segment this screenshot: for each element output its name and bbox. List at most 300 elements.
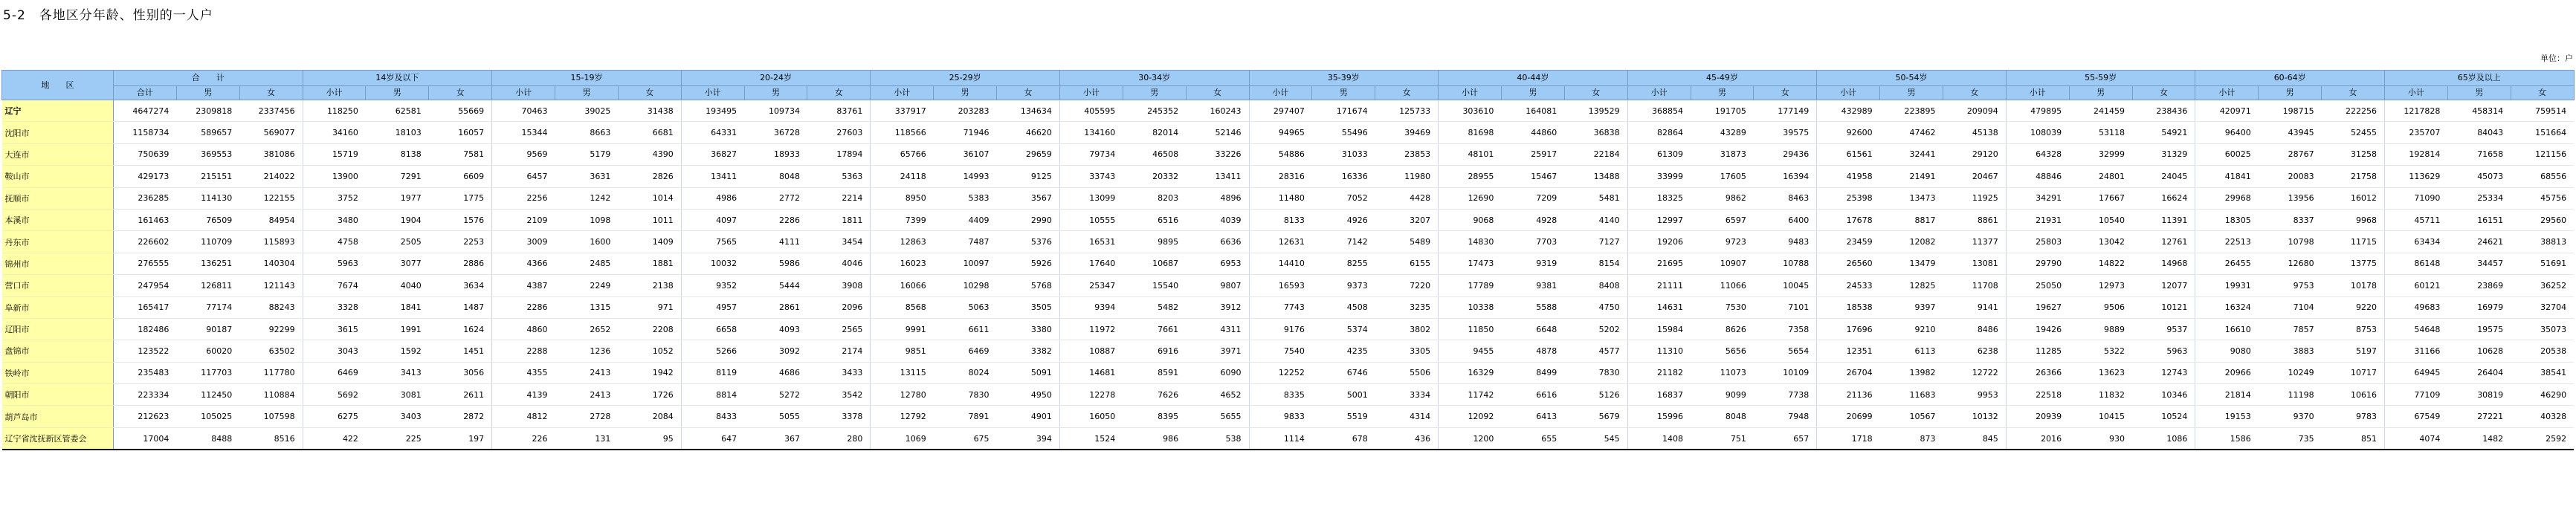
value-cell: 11066 [1691, 275, 1754, 296]
value-cell: 12825 [1880, 275, 1943, 296]
value-cell: 10887 [1059, 340, 1123, 362]
value-cell: 2256 [492, 187, 555, 209]
sub-column-header: 女 [807, 86, 871, 100]
value-cell: 1942 [618, 362, 681, 383]
value-cell: 3207 [1375, 209, 1439, 230]
value-cell: 161463 [114, 209, 177, 230]
value-cell: 759514 [2511, 100, 2574, 122]
value-cell: 12252 [1249, 362, 1312, 383]
table-row [2, 427, 2575, 450]
value-cell: 223895 [1880, 100, 1943, 122]
value-cell: 538 [1186, 427, 1249, 450]
value-cell: 29436 [1754, 143, 1817, 165]
value-cell: 12997 [1627, 209, 1691, 230]
value-cell: 1014 [618, 187, 681, 209]
value-cell: 1236 [555, 340, 619, 362]
value-cell: 11832 [2069, 384, 2132, 406]
value-cell: 6090 [1186, 362, 1249, 383]
value-cell: 1881 [618, 253, 681, 274]
value-cell: 117780 [239, 362, 303, 383]
value-cell: 1586 [2195, 427, 2259, 450]
region-cell: 朝阳市 [2, 384, 114, 406]
sub-column-header: 男 [176, 86, 239, 100]
value-cell: 76509 [176, 209, 239, 230]
value-cell: 3403 [366, 406, 429, 427]
value-cell: 29560 [2511, 209, 2574, 230]
value-cell: 9455 [1439, 340, 1502, 362]
value-cell: 11972 [1059, 318, 1123, 340]
sub-column-header: 小计 [871, 86, 934, 100]
value-cell: 5963 [2132, 340, 2195, 362]
region-cell: 辽宁 [2, 100, 114, 122]
value-cell: 5363 [807, 166, 871, 187]
value-cell: 52146 [1186, 122, 1249, 143]
value-cell: 9506 [2069, 296, 2132, 318]
value-cell: 8817 [1880, 209, 1943, 230]
value-cell: 23459 [1817, 231, 1880, 253]
value-cell: 225 [366, 427, 429, 450]
value-cell: 3454 [807, 231, 871, 253]
value-cell: 22513 [2195, 231, 2259, 253]
value-cell: 48101 [1439, 143, 1502, 165]
value-cell: 77109 [2384, 384, 2447, 406]
value-cell: 64945 [2384, 362, 2447, 383]
value-cell: 5655 [1186, 406, 1249, 427]
value-cell: 71658 [2447, 143, 2511, 165]
value-cell: 46508 [1123, 143, 1186, 165]
value-cell: 16531 [1059, 231, 1123, 253]
value-cell: 6457 [492, 166, 555, 187]
value-cell: 7127 [1564, 231, 1627, 253]
value-cell: 678 [1312, 427, 1375, 450]
value-cell: 77174 [176, 296, 239, 318]
value-cell: 1600 [555, 231, 619, 253]
value-cell: 8568 [871, 296, 934, 318]
value-cell: 8753 [2322, 318, 2385, 340]
value-cell: 12743 [2132, 362, 2195, 383]
value-cell: 1487 [429, 296, 492, 318]
sub-header-row [2, 86, 2575, 100]
value-cell: 1482 [2447, 427, 2511, 450]
value-cell: 1451 [429, 340, 492, 362]
value-cell: 67549 [2384, 406, 2447, 427]
value-cell: 16151 [2447, 209, 2511, 230]
sub-column-header: 小计 [492, 86, 555, 100]
value-cell: 9125 [997, 166, 1060, 187]
value-cell: 5489 [1375, 231, 1439, 253]
table-row [2, 296, 2575, 318]
value-cell: 61309 [1627, 143, 1691, 165]
value-cell: 70463 [492, 100, 555, 122]
value-cell: 86148 [2384, 253, 2447, 274]
value-cell: 40328 [2511, 406, 2574, 427]
value-cell: 16336 [1312, 166, 1375, 187]
value-cell: 17473 [1439, 253, 1502, 274]
value-cell: 223334 [114, 384, 177, 406]
table-row [2, 253, 2575, 274]
value-cell: 3092 [744, 340, 807, 362]
value-cell: 38541 [2511, 362, 2574, 383]
value-cell: 7209 [1501, 187, 1564, 209]
value-cell: 3378 [807, 406, 871, 427]
value-cell: 68556 [2511, 166, 2574, 187]
value-cell: 11980 [1375, 166, 1439, 187]
value-cell: 1052 [618, 340, 681, 362]
value-cell: 17667 [2069, 187, 2132, 209]
value-cell: 8591 [1123, 362, 1186, 383]
value-cell: 4311 [1186, 318, 1249, 340]
value-cell: 3305 [1375, 340, 1439, 362]
value-cell: 198715 [2259, 100, 2322, 122]
value-cell: 3328 [303, 296, 366, 318]
value-cell: 8488 [176, 427, 239, 450]
value-cell: 32704 [2511, 296, 2574, 318]
value-cell: 3413 [366, 362, 429, 383]
value-cell: 4074 [2384, 427, 2447, 450]
value-cell: 9099 [1691, 384, 1754, 406]
value-cell: 165417 [114, 296, 177, 318]
table-row [2, 384, 2575, 406]
value-cell: 1977 [366, 187, 429, 209]
value-cell: 15540 [1123, 275, 1186, 296]
value-cell: 1217828 [2384, 100, 2447, 122]
sub-column-header: 女 [1754, 86, 1817, 100]
value-cell: 94965 [1249, 122, 1312, 143]
value-cell: 20332 [1123, 166, 1186, 187]
value-cell: 18325 [1627, 187, 1691, 209]
value-cell: 4111 [744, 231, 807, 253]
value-cell: 11198 [2259, 384, 2322, 406]
value-cell: 22518 [2006, 384, 2069, 406]
value-cell: 3380 [997, 318, 1060, 340]
value-cell: 5126 [1564, 384, 1627, 406]
value-cell: 4428 [1375, 187, 1439, 209]
value-cell: 13956 [2259, 187, 2322, 209]
value-cell: 15719 [303, 143, 366, 165]
region-cell: 铁岭市 [2, 362, 114, 383]
value-cell: 1408 [1627, 427, 1691, 450]
value-cell: 9394 [1059, 296, 1123, 318]
value-cell: 13473 [1880, 187, 1943, 209]
value-cell: 751 [1691, 427, 1754, 450]
value-cell: 2174 [807, 340, 871, 362]
value-cell: 2109 [492, 209, 555, 230]
value-cell: 18305 [2195, 209, 2259, 230]
value-cell: 4235 [1312, 340, 1375, 362]
value-cell: 10109 [1754, 362, 1817, 383]
value-cell: 276555 [114, 253, 177, 274]
value-cell: 4390 [618, 143, 681, 165]
value-cell: 6469 [303, 362, 366, 383]
value-cell: 8119 [681, 362, 744, 383]
value-cell: 4750 [1564, 296, 1627, 318]
value-cell: 8861 [1943, 209, 2006, 230]
value-cell: 12722 [1943, 362, 2006, 383]
value-cell: 381086 [239, 143, 303, 165]
value-cell: 4896 [1186, 187, 1249, 209]
table-row [2, 100, 2575, 122]
value-cell: 16050 [1059, 406, 1123, 427]
value-cell: 2096 [807, 296, 871, 318]
value-cell: 118566 [871, 122, 934, 143]
value-cell: 13115 [871, 362, 934, 383]
value-cell: 10628 [2447, 340, 2511, 362]
value-cell: 45711 [2384, 209, 2447, 230]
age-group-header: 40-44岁 [1439, 71, 1628, 86]
value-cell: 52455 [2322, 122, 2385, 143]
value-cell: 6658 [681, 318, 744, 340]
value-cell: 20966 [2195, 362, 2259, 383]
value-cell: 22184 [1564, 143, 1627, 165]
value-cell: 8048 [744, 166, 807, 187]
value-cell: 92600 [1817, 122, 1880, 143]
value-cell: 39469 [1375, 122, 1439, 143]
value-cell: 3505 [997, 296, 1060, 318]
value-cell: 1086 [2132, 427, 2195, 450]
value-cell: 15344 [492, 122, 555, 143]
value-cell: 10788 [1754, 253, 1817, 274]
value-cell: 5654 [1754, 340, 1817, 362]
value-cell: 8203 [1123, 187, 1186, 209]
value-cell: 36838 [1564, 122, 1627, 143]
value-cell: 14993 [934, 166, 997, 187]
value-cell: 10524 [2132, 406, 2195, 427]
value-cell: 9210 [1880, 318, 1943, 340]
value-cell: 2413 [555, 362, 619, 383]
value-cell: 11285 [2006, 340, 2069, 362]
value-cell: 8048 [1691, 406, 1754, 427]
value-cell: 5986 [744, 253, 807, 274]
value-cell: 7052 [1312, 187, 1375, 209]
value-cell: 10540 [2069, 209, 2132, 230]
value-cell: 245352 [1123, 100, 1186, 122]
value-cell: 35073 [2511, 318, 2574, 340]
value-cell: 54886 [1249, 143, 1312, 165]
value-cell: 1592 [366, 340, 429, 362]
value-cell: 280 [807, 427, 871, 450]
value-cell: 9783 [2322, 406, 2385, 427]
value-cell: 750639 [114, 143, 177, 165]
value-cell: 12077 [2132, 275, 2195, 296]
value-cell: 25334 [2447, 187, 2511, 209]
value-cell: 1409 [618, 231, 681, 253]
value-cell: 8138 [366, 143, 429, 165]
value-cell: 247954 [114, 275, 177, 296]
value-cell: 4957 [681, 296, 744, 318]
value-cell: 2872 [429, 406, 492, 427]
value-cell: 1242 [555, 187, 619, 209]
value-cell: 8024 [934, 362, 997, 383]
value-cell: 7626 [1123, 384, 1186, 406]
value-cell: 11708 [1943, 275, 2006, 296]
value-cell: 3382 [997, 340, 1060, 362]
sub-column-header: 男 [1691, 86, 1754, 100]
value-cell: 6469 [934, 340, 997, 362]
value-cell: 2485 [555, 253, 619, 274]
value-cell: 18933 [744, 143, 807, 165]
value-cell: 222256 [2322, 100, 2385, 122]
value-cell: 2990 [997, 209, 1060, 230]
value-cell: 36252 [2511, 275, 2574, 296]
value-cell: 31438 [618, 100, 681, 122]
value-cell: 9373 [1312, 275, 1375, 296]
value-cell: 14822 [2069, 253, 2132, 274]
age-group-header: 45-49岁 [1627, 71, 1817, 86]
value-cell: 9370 [2259, 406, 2322, 427]
value-cell: 436 [1375, 427, 1439, 450]
value-cell: 4577 [1564, 340, 1627, 362]
value-cell: 26404 [2447, 362, 2511, 383]
value-cell: 2084 [618, 406, 681, 427]
value-cell: 5679 [1564, 406, 1627, 427]
value-cell: 96400 [2195, 122, 2259, 143]
table-row [2, 275, 2575, 296]
value-cell: 12631 [1249, 231, 1312, 253]
value-cell: 39025 [555, 100, 619, 122]
value-cell: 12092 [1439, 406, 1502, 427]
table-row [2, 143, 2575, 165]
sub-column-header: 女 [2132, 86, 2195, 100]
value-cell: 4928 [1501, 209, 1564, 230]
value-cell: 8626 [1691, 318, 1754, 340]
value-cell: 63434 [2384, 231, 2447, 253]
value-cell: 3542 [807, 384, 871, 406]
value-cell: 6155 [1375, 253, 1439, 274]
value-cell: 14681 [1059, 362, 1123, 383]
value-cell: 114130 [176, 187, 239, 209]
value-cell: 9352 [681, 275, 744, 296]
value-cell: 16394 [1754, 166, 1817, 187]
value-cell: 6597 [1691, 209, 1754, 230]
value-cell: 62581 [366, 100, 429, 122]
value-cell: 126811 [176, 275, 239, 296]
value-cell: 10298 [934, 275, 997, 296]
value-cell: 7661 [1123, 318, 1186, 340]
value-cell: 10346 [2132, 384, 2195, 406]
value-cell: 48846 [2006, 166, 2069, 187]
value-cell: 16023 [871, 253, 934, 274]
value-cell: 1841 [366, 296, 429, 318]
value-cell: 21182 [1627, 362, 1691, 383]
value-cell: 36827 [681, 143, 744, 165]
value-cell: 405595 [1059, 100, 1123, 122]
value-cell: 6609 [429, 166, 492, 187]
value-cell: 122155 [239, 187, 303, 209]
value-cell: 5272 [744, 384, 807, 406]
value-cell: 6746 [1312, 362, 1375, 383]
value-cell: 9889 [2069, 318, 2132, 340]
value-cell: 65766 [871, 143, 934, 165]
value-cell: 7220 [1375, 275, 1439, 296]
value-cell: 7581 [429, 143, 492, 165]
value-cell: 115893 [239, 231, 303, 253]
value-cell: 32441 [1880, 143, 1943, 165]
value-cell: 17605 [1691, 166, 1754, 187]
value-cell: 2861 [744, 296, 807, 318]
value-cell: 5519 [1312, 406, 1375, 427]
value-cell: 53118 [2069, 122, 2132, 143]
value-cell: 9807 [1186, 275, 1249, 296]
value-cell: 134634 [997, 100, 1060, 122]
value-cell: 197 [429, 427, 492, 450]
value-cell: 13042 [2069, 231, 2132, 253]
value-cell: 1200 [1439, 427, 1502, 450]
value-cell: 7104 [2259, 296, 2322, 318]
value-cell: 118250 [303, 100, 366, 122]
value-cell: 17894 [807, 143, 871, 165]
value-cell: 23869 [2447, 275, 2511, 296]
value-cell: 2016 [2006, 427, 2069, 450]
value-cell: 11377 [1943, 231, 2006, 253]
value-cell: 1524 [1059, 427, 1123, 450]
value-cell: 21695 [1627, 253, 1691, 274]
value-cell: 203283 [934, 100, 997, 122]
value-cell: 6611 [934, 318, 997, 340]
sub-column-header: 女 [2511, 86, 2574, 100]
value-cell: 1315 [555, 296, 619, 318]
value-cell: 3433 [807, 362, 871, 383]
value-cell: 10616 [2322, 384, 2385, 406]
value-cell: 986 [1123, 427, 1186, 450]
value-cell: 54921 [2132, 122, 2195, 143]
value-cell: 1069 [871, 427, 934, 450]
value-cell: 7948 [1754, 406, 1817, 427]
value-cell: 82014 [1123, 122, 1186, 143]
value-cell: 3077 [366, 253, 429, 274]
value-cell: 4758 [303, 231, 366, 253]
value-cell: 12082 [1880, 231, 1943, 253]
value-cell: 18538 [1817, 296, 1880, 318]
value-cell: 8335 [1249, 384, 1312, 406]
value-cell: 9753 [2259, 275, 2322, 296]
value-cell: 4355 [492, 362, 555, 383]
sub-column-header: 男 [366, 86, 429, 100]
value-cell: 2728 [555, 406, 619, 427]
sub-column-header: 小计 [1627, 86, 1691, 100]
value-cell: 24118 [871, 166, 934, 187]
value-cell: 10132 [1943, 406, 2006, 427]
value-cell: 238436 [2132, 100, 2195, 122]
value-cell: 31329 [2132, 143, 2195, 165]
value-cell: 34160 [303, 122, 366, 143]
value-cell: 971 [618, 296, 681, 318]
value-cell: 113629 [2384, 166, 2447, 187]
value-cell: 4040 [366, 275, 429, 296]
value-cell: 92299 [239, 318, 303, 340]
value-cell: 27603 [807, 122, 871, 143]
value-cell: 4409 [934, 209, 997, 230]
value-cell: 4140 [1564, 209, 1627, 230]
value-cell: 13982 [1880, 362, 1943, 383]
value-cell: 13479 [1880, 253, 1943, 274]
value-cell: 2772 [744, 187, 807, 209]
value-cell: 367 [744, 427, 807, 450]
region-cell: 阜新市 [2, 296, 114, 318]
value-cell: 9141 [1943, 296, 2006, 318]
value-cell: 7101 [1754, 296, 1817, 318]
value-cell: 3480 [303, 209, 366, 230]
value-cell: 675 [934, 427, 997, 450]
value-cell: 10415 [2069, 406, 2132, 427]
value-cell: 11310 [1627, 340, 1691, 362]
value-cell: 8499 [1501, 362, 1564, 383]
value-cell: 20083 [2259, 166, 2322, 187]
value-cell: 7703 [1501, 231, 1564, 253]
value-cell: 16012 [2322, 187, 2385, 209]
value-cell: 28767 [2259, 143, 2322, 165]
value-cell: 3631 [555, 166, 619, 187]
value-cell: 2565 [807, 318, 871, 340]
